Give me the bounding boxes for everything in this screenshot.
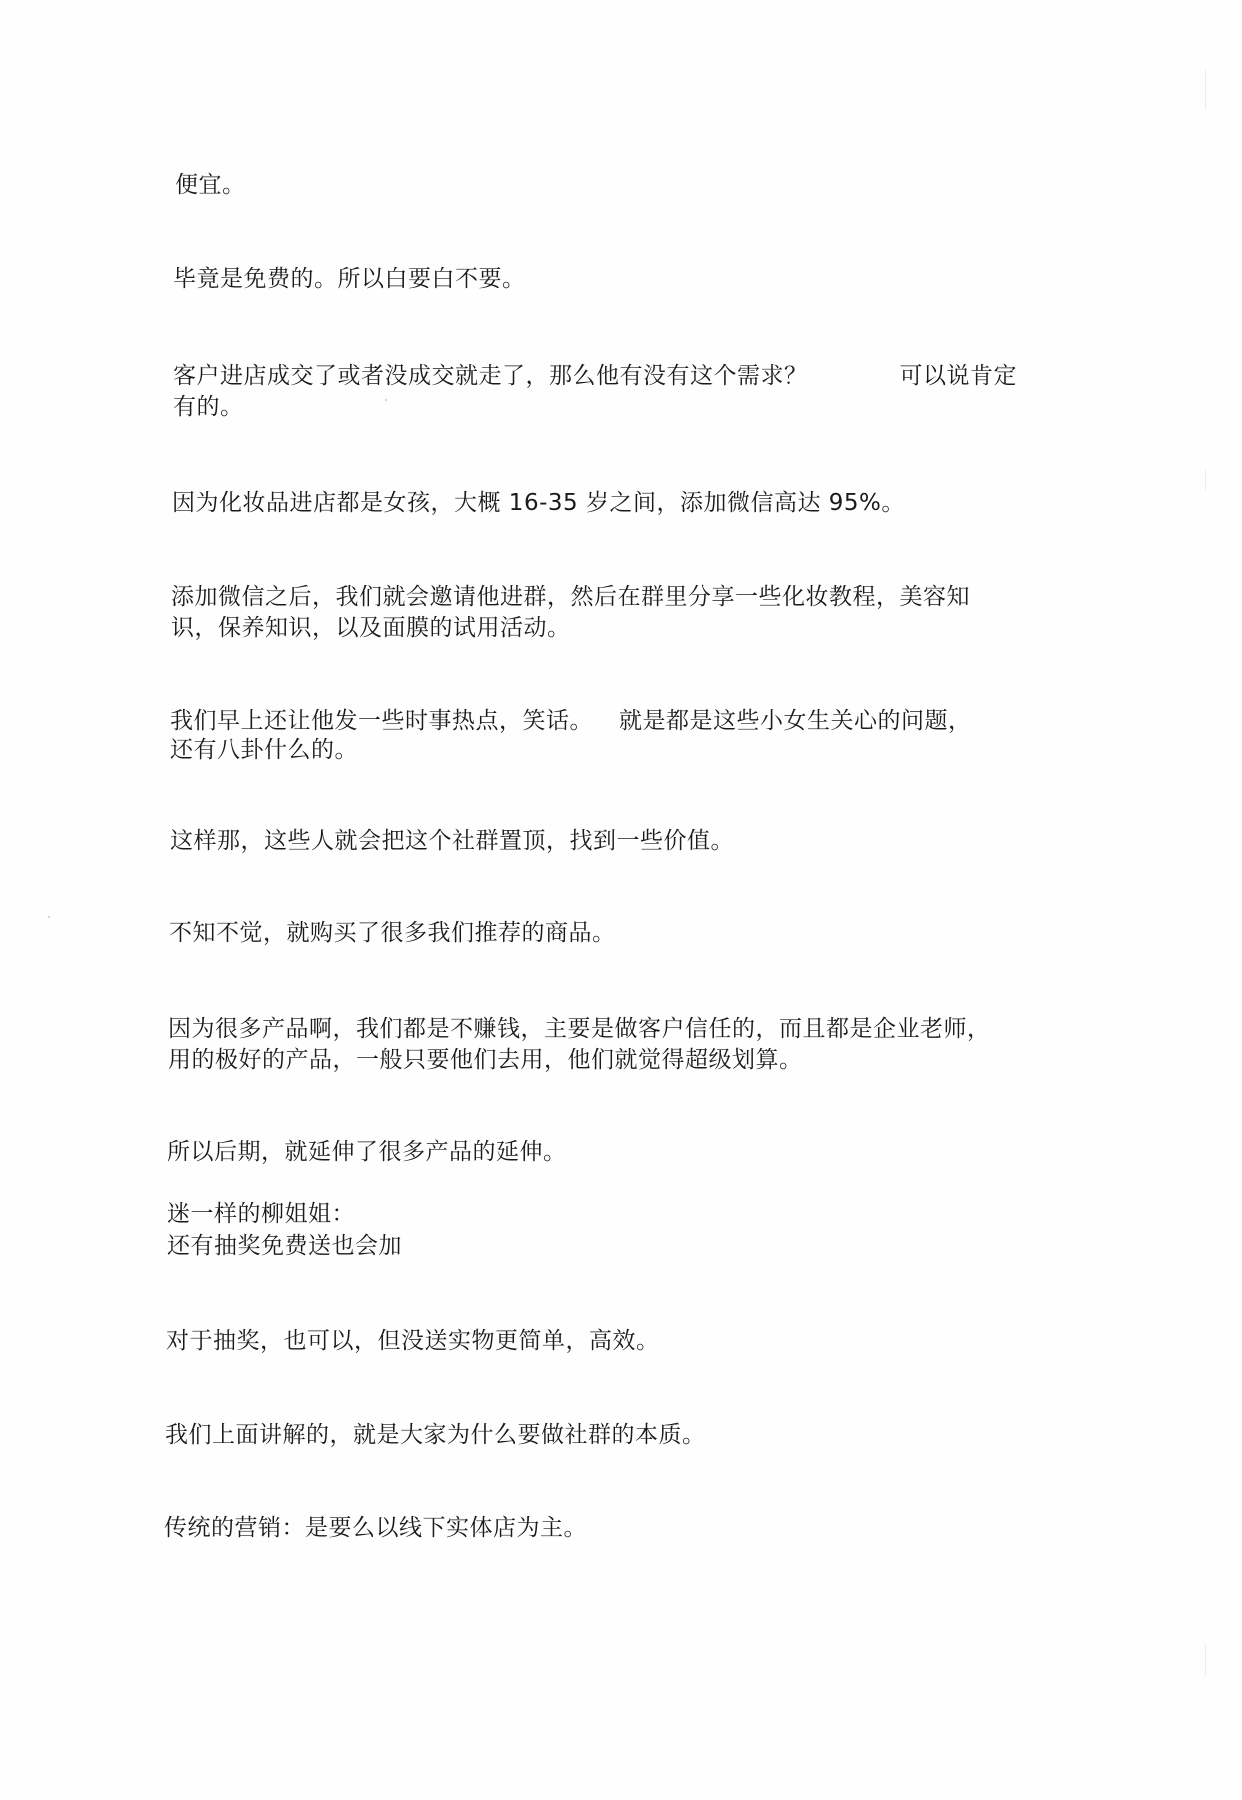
text-line: 迷一样的柳姐姐：	[167, 1201, 355, 1227]
text-line: 有的。	[173, 394, 244, 420]
scan-edge-mark	[1205, 70, 1206, 110]
text-line: 这样那，这些人就会把这个社群置顶，找到一些价值。	[170, 828, 734, 854]
text-line: 用的极好的产品，一般只要他们去用，他们就觉得超级划算。	[168, 1047, 803, 1073]
text-line: 因为很多产品啊，我们都是不赚钱，主要是做客户信任的，而且都是企业老师，	[168, 1016, 991, 1042]
text-segment: 我们早上还让他发一些时事热点，笑话。	[170, 708, 593, 734]
text-line: 还有八卦什么的。	[170, 737, 358, 763]
text-line	[173, 361, 1017, 391]
text-line: 对于抽奖，也可以，但没送实物更简单，高效。	[166, 1328, 660, 1354]
text-segment: 客户进店成交了或者没成交就走了，那么他有没有这个需求？	[173, 363, 808, 389]
text-line: 添加微信之后，我们就会邀请他进群，然后在群里分享一些化妆教程，美容知	[171, 584, 970, 610]
text-line: 我们上面讲解的，就是大家为什么要做社群的本质。	[165, 1422, 706, 1448]
text-line: 因为化妆品进店都是女孩，大概 16-35 岁之间，添加微信高达 95%。	[172, 490, 905, 516]
text-line: 所以后期，就延伸了很多产品的延伸。	[167, 1139, 567, 1165]
text-segment: 就是都是这些小女生关心的问题，	[619, 708, 972, 734]
text-line: 识，保养知识，以及面膜的试用活动。	[171, 615, 571, 641]
text-line: 不知不觉，就购买了很多我们推荐的商品。	[169, 920, 616, 946]
scan-edge-mark	[1205, 470, 1206, 490]
text-line: 毕竟是免费的。所以白要白不要。	[173, 266, 526, 292]
scan-edge-mark	[1205, 1645, 1206, 1675]
text-segment: 可以说肯定	[899, 363, 1017, 389]
text-line: 便宜。	[175, 172, 246, 198]
text-line: 还有抽奖免费送也会加	[167, 1233, 402, 1259]
scan-speck	[385, 399, 387, 401]
scan-speck	[48, 916, 50, 918]
text-line	[170, 706, 972, 736]
text-line: 传统的营销：是要么以线下实体店为主。	[164, 1515, 587, 1541]
